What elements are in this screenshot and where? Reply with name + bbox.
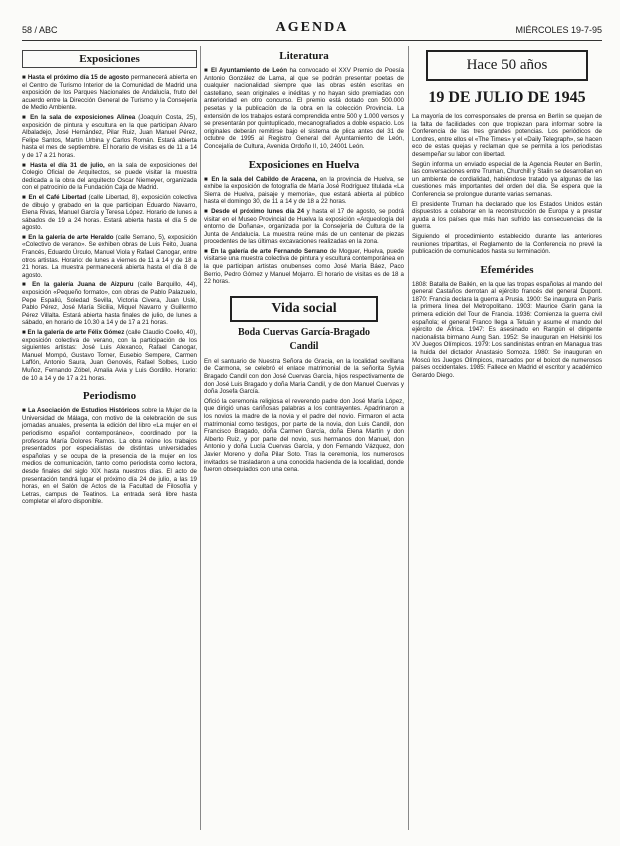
paragraph-text: 1808: Batalla de Bailén, en la que las tropas españolas al mando del general Castaños derrotan al ejército francés del general Dupont. 1870: Francia declara la guerra a Prusia. 1900: Se inaugura en París la primera línea del Metropolitano. 1903: Maurice Garin gana la primera edición del Tour de Francia. 1936: Comienza la guerra civil española; el general Franco llega a Tetuán y asume el mando del ejército de África. 1947: Es asesinado en Rangún el dirigente nacionalista birmano Aung San. 1952: Se inauguran en Helsinki los XV Juegos Olímpicos. 1979: Los sandinistas entran en Managua tras la huida del dictador Anastasio Somoza. 1980: Se inauguran en Moscú los Juegos Olímpicos, marcados por el boicot de numerosos países occidentales. 1985: Fallece en Madrid el escritor y académico Gerardo Diego. xyxy=(412,280,602,379)
paragraph-lead: ■ Hasta el próximo día 15 de agosto xyxy=(22,74,129,81)
section-title: AGENDA xyxy=(275,20,349,35)
paragraph-lead: ■ Desde el próximo lunes día 24 xyxy=(204,207,305,215)
boda-heading xyxy=(204,326,404,354)
article-paragraph xyxy=(412,281,602,380)
paragraph-text: (calle Claudio Coello, 40), exposición colectiva de verano, con la participación de los siguientes artistas: José Luis Alexanco, Rafael Canogar, Manuel Mompó, Gustavo Torner, Eusebio Sempere, Carmen Laffón, Antonio Saura, Juan Genovés, Rafael Solbes, Lucio Muñoz, Fernando Zóbel, Amalia Avia y Luis Gordillo. Horario: de 10 a 14 y de 17 a 21 horas. xyxy=(22,329,197,382)
paragraph-lead: ■ En la galería de arte Félix Gómez xyxy=(22,329,125,336)
paragraph-text: En el santuario de Nuestra Señora de Gracia, en la localidad sevillana de Carmona, se celebró el enlace matrimonial de la señorita Sylvia Bragado Candil con don José Cuervas García, hijos respectivamente de don José Luis Bragado y doña María Candil, y de don Manuel Cuervas y doña Josefa García. xyxy=(204,357,404,396)
huelva-body xyxy=(204,176,404,286)
article-paragraph xyxy=(22,194,197,232)
vida-social-heading: Vida social xyxy=(230,296,378,322)
paragraph-text: ha convocado el XXV Premio de Poesía Antonio González de Lama, al que se podrán presentar poetas de cualquier nacionalidad siempre que las obras estén escritas en castellano, sean originales e inéditas y no hayan sido premiadas con anterioridad en otro concurso. El premio está dotado con 500.000 pesetas y la publicación de la obra en la colección Provincia. La extensión de los trabajos estará comprendida entre 500 y 1.000 versos y se presentarán por quintuplicado, mecanografiados a doble espacio. Los originales deberán remitirse bajo el sistema de plica antes del 31 de octubre de 1995 al Registro General del Ayuntamiento de León, Concejalía de Cultura, Avenida Ordoño II, 10, 24001 León. xyxy=(204,67,404,150)
paragraph-text: El presidente Truman ha declarado que los Estados Unidos están dispuestos a colaborar en la reconstrucción de Europa y a prestar ayuda a los países que más han sufrido las consecuencias de la guerra. xyxy=(412,200,602,231)
column-left xyxy=(22,46,197,830)
literatura-body xyxy=(204,67,404,151)
paragraph-text: Ofició la ceremonia religiosa el reverendo padre don José María López, que dirigió unas cariñosas palabras a los contrayentes. Apadrinaron a los novios la madre de la novia y el padre del novio. Firmaron el acta matrimonial como testigos, por parte de la novia, don Luis Candil, don Francisco Bragado, doña Carmen García, doña Elena Martín y don Alberto Ruiz, y por parte del novio, sus hermanos don Manuel, don Antonio y doña Lucía Cuervas García, y don Fernando Vázquez, don Javier Moreno y doña Pilar Soto. Tras la ceremonia, los numerosos invitados se trasladaron a una conocida hacienda de la localidad, donde fueron obsequiados con una cena. xyxy=(204,397,404,474)
article-paragraph xyxy=(412,201,602,231)
article-paragraph xyxy=(22,329,197,382)
paragraph-text: en la sala de exposiciones del Colegio Oficial de Arquitectos, se puede visitar la muestra dedicada a la obra del arquitecto Oscar Niemeyer, organizada con el patrocinio de la Fundación Caja de Madrid. xyxy=(22,161,197,192)
paragraph-text: sobre la Mujer de la Universidad de Málaga, con motivo de la celebración de sus jornadas anuales, presenta la edición del libro «La mujer en el periodismo español contemporáneo», coordinado por la profesora María Dolores Ramos. La obra reúne los trabajos presentados por especialistas de distintas universidades españolas y se ocupa de la presencia de la mujer en los medios de comunicación, tanto como periodista como lectora, desde finales del siglo XIX hasta nuestros días. El acto de presentación tendrá lugar el próximo día 24 de julio, a las 19 horas, en el Salón de Actos de la Facultad de Filosofía y Letras, campus de Teatinos. La entrada será libre hasta completar el aforo disponible. xyxy=(22,407,197,506)
column-divider xyxy=(408,46,409,830)
article-paragraph xyxy=(22,114,197,160)
paragraph-text: (Joaquín Costa, 25), exposición de pintura y escultura en la que participan Alvaro Albaladejo, José Hernández, Pilar Ruiz, Juan Manuel Pérez, Felipe Santos, Martín Urbina y Carlos Román. Estará abierta hasta el mes de septiembre. El horario de visitas es de 11 a 14 y de 17 a 21 horas. xyxy=(22,113,197,159)
efemerides-heading: Efemérides xyxy=(480,263,534,276)
page-header xyxy=(22,22,602,38)
article-paragraph xyxy=(22,234,197,280)
paragraph-lead: ■ En la galería de arte Heraldo xyxy=(22,233,114,241)
literatura-heading: Literatura xyxy=(279,50,329,62)
boda-heading-line1: Boda Cuervas García-Bragado xyxy=(237,326,371,338)
paragraph-text: y hasta el 17 de agosto, se podrá visitar en el Museo Provincial de Huelva la exposición «Arqueología del entorno de Doñana», organizada por la Consejería de Cultura de la Junta de Andalucía. La muestra reúne más de un centenar de piezas procedentes de las últimas excavaciones realizadas en la zona. xyxy=(204,207,404,246)
column-right xyxy=(412,46,602,830)
header-rule xyxy=(22,40,602,41)
boda-body xyxy=(204,358,404,474)
paragraph-text: permanecerá abierta en el Centro de Turismo Interior de la Comunidad de Madrid una exposición de los Parques Nacionales de Andalucía, fruto del acuerdo entre la Dirección General de Turismo y la Consejería de Medio Ambiente. xyxy=(22,74,197,112)
hace-50-anos-heading: Hace 50 años xyxy=(426,50,588,81)
article-paragraph xyxy=(204,248,404,286)
article-paragraph xyxy=(412,161,602,199)
article-paragraph xyxy=(204,67,404,151)
article-paragraph xyxy=(22,281,197,327)
column-middle xyxy=(204,46,404,830)
article-paragraph xyxy=(22,407,197,506)
periodismo-heading: Periodismo xyxy=(82,390,137,403)
paragraph-text: Según informa un enviado especial de la Agencia Reuter en Berlín, las conversaciones entre Truman, Churchill y Stalin se desarrollan en un ambiente de cordialidad, habiéndose tratado ya algunas de las cuestiones más importantes del orden del día. Se espera que la Conferencia se prolongue durante varias semanas. xyxy=(412,160,602,198)
article-paragraph xyxy=(204,176,404,206)
paragraph-lead: ■ Hasta el día 31 de julio, xyxy=(22,161,105,169)
paragraph-text: Siguiendo el procedimiento establecido durante las anteriores reuniones tripartitas, el Reglamento de la Conferencia no prevé la publicación de comunicados hasta su terminación. xyxy=(412,232,602,256)
page-number: 58 / ABC xyxy=(22,25,58,35)
boda-heading-line2: Candil xyxy=(289,340,319,352)
paragraph-text: (calle Barquillo, 44), exposición «Pequeño formato», con obras de Pablo Palazuelo, Pepe Espaliú, Soledad Sevilla, Victoria Civera, Juan Uslé, Pablo Pérez, José María Sicilia, Miquel Navarro y Guillermo Pérez Villalta. Estará abierta hasta finales de julio, de lunes a sábado, en horario de 10.30 a 14 y de 17 a 21 horas. xyxy=(22,281,197,327)
exposiciones-heading: Exposiciones xyxy=(22,50,197,68)
hace-50-anos-body xyxy=(412,113,602,256)
article-paragraph xyxy=(204,208,404,246)
article-paragraph xyxy=(204,358,404,396)
article-paragraph xyxy=(22,74,197,112)
paragraph-text: La mayoría de los corresponsales de prensa en Berlín se quejan de la falta de facilidades con que tropiezan para informar sobre la Conferencia de las tres grandes potencias. Los periódicos de Londres, entre ellos el «The Times» y el «Daily Telegraph», se hacen eco de estas quejas y reclaman que se permita a los periodistas desempeñar su labor con libertad. xyxy=(412,113,602,158)
paragraph-lead: ■ En el Café Libertad xyxy=(22,193,87,201)
column-divider xyxy=(200,46,201,830)
paragraph-lead: ■ En la galería de arte Fernando Serrano xyxy=(204,247,328,255)
article-paragraph xyxy=(412,233,602,256)
efemerides-body xyxy=(412,281,602,380)
paragraph-text: en la provincia de Huelva, se exhibe la exposición de fotografía de María José Rodríguez titulada «La Sierra de Huelva, paisaje y memoria», que estará abierta al público hasta el domingo 30, de 11 a 14 y de 18 a 22 horas. xyxy=(204,175,404,206)
paragraph-text: (calle Libertad, 8), exposición colectiva de dibujo y grabado en la que participan Eduardo Navarro, Elena Rivas, Manuel García y Teresa López. Horario de lunes a sábados de 19 a 24 horas. Estará abierta hasta el día 5 de agosto. xyxy=(22,193,197,232)
paragraph-lead: ■ En la galería Juana de Aizpuru xyxy=(22,281,134,289)
hace-50-anos-date: 19 DE JULIO DE 1945 xyxy=(428,89,586,106)
paragraph-lead: ■ El Ayuntamiento de León xyxy=(204,67,287,74)
paragraph-text: de Moguer, Huelva, puede visitarse una muestra colectiva de pintura y escultura contemporánea en la que participan artistas onubenses como José María Báez, Paco Berrio, Pedro Gómez y Manuel Mojarro. El horario de visitas es de 18 a 22 horas. xyxy=(204,247,404,286)
article-paragraph xyxy=(412,113,602,159)
exposiciones-body xyxy=(22,74,197,382)
periodismo-body xyxy=(22,407,197,506)
paragraph-lead: ■ En la sala del Cabildo de Aracena, xyxy=(204,175,318,183)
paragraph-lead: ■ La Asociación de Estudios Históricos xyxy=(22,407,140,415)
huelva-heading: Exposiciones en Huelva xyxy=(248,158,360,171)
paragraph-lead: ■ En la sala de exposiciones Alinea xyxy=(22,113,136,121)
issue-date: MIÉRCOLES 19-7-95 xyxy=(515,25,602,35)
article-paragraph xyxy=(22,162,197,192)
paragraph-text: (calle Serrano, 5), exposición «Colectivo de verano». Se exhiben obras de Luis Feito, Juana Francés, Eduardo Úrculo, Manuel Viola y Rafael Canogar, entre otros artistas. Horario: de lunes a viernes de 11 a 14 y de 18 a 21 horas. La muestra permanecerá abierta hasta el día 8 de agosto. xyxy=(22,233,197,279)
article-paragraph xyxy=(204,398,404,474)
